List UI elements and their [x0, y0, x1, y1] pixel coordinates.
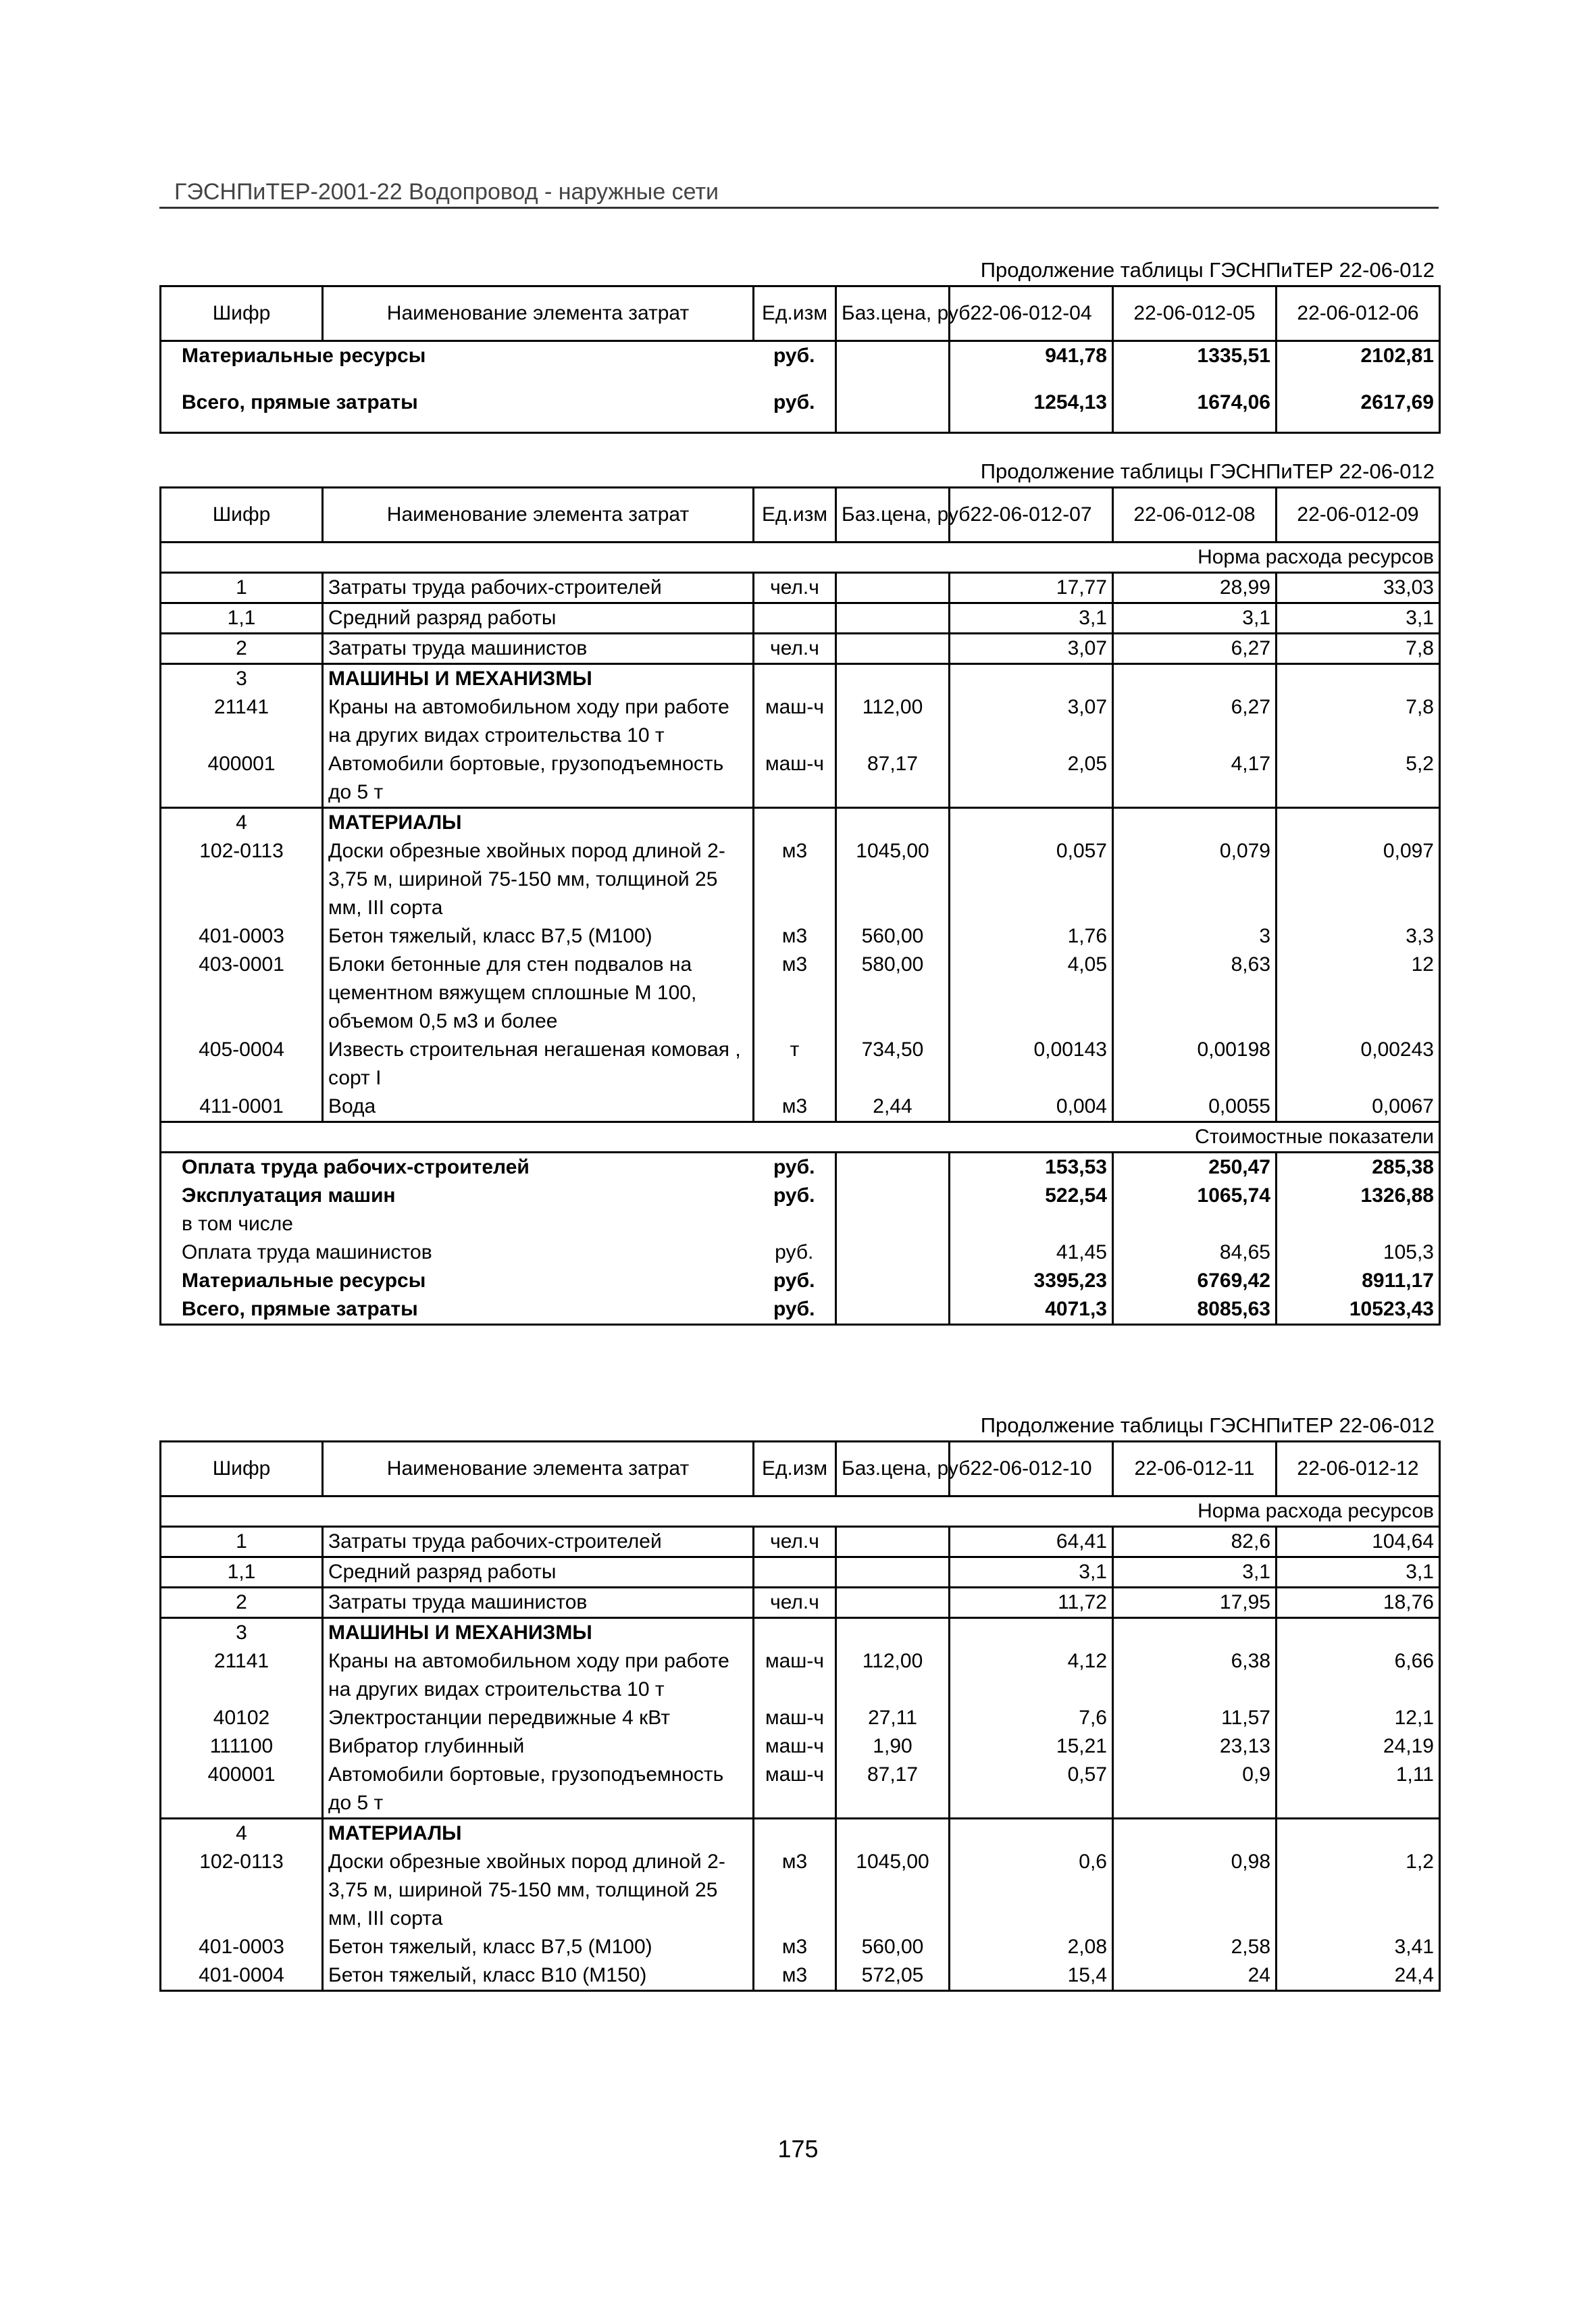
table-block-3: [159, 1411, 1439, 1992]
summary-value: 41,45: [950, 1238, 1113, 1267]
summary-base-price: [836, 1295, 950, 1325]
section-row: [161, 1496, 1440, 1527]
row-name: Доски обрезные хвойных пород длиной 2-3,75 м, шириной 75-150 мм, толщиной 25 мм, III сорта: [323, 837, 754, 922]
row-code: 401-0004: [199, 1964, 284, 1986]
row-name: Автомобили бортовые, грузоподъемность до 5 т: [323, 1761, 754, 1819]
row-name: МАТЕРИАЛЫ: [323, 808, 754, 838]
row-value: 6,27: [1113, 634, 1277, 664]
row-name: Краны на автомобильном ходу при работе на других видах строительства 10 т: [323, 693, 754, 750]
summary-unit: руб.: [754, 1182, 836, 1210]
table-row: [161, 1933, 1440, 1961]
header-base-price: Баз.цена, руб.: [836, 1442, 950, 1496]
row-unit: чел.ч: [754, 1527, 836, 1557]
row-value: 4,05: [950, 951, 1113, 1036]
row-value: 0,057: [950, 837, 1113, 922]
table-row: [161, 573, 1440, 603]
page-number: 175: [777, 2135, 819, 2163]
summary-unit: руб.: [754, 1267, 836, 1295]
summary-row: [161, 1210, 1440, 1238]
row-base-price: 1,90: [836, 1732, 950, 1761]
row-name: МАШИНЫ И МЕХАНИЗМЫ: [323, 1618, 754, 1648]
row-value: 12: [1277, 951, 1440, 1036]
row-value: 0,57: [950, 1761, 1113, 1819]
row-name: Бетон тяжелый, класс В7,5 (М100): [323, 1933, 754, 1961]
summary-value: [950, 1210, 1113, 1238]
summary-base-price: [836, 1182, 950, 1210]
row-unit: [754, 1557, 836, 1588]
summary-row: [161, 1295, 1440, 1325]
table-row: [161, 1848, 1440, 1933]
section-row: [161, 1122, 1440, 1153]
header-col-22-06-012-06: 22-06-012-06: [1277, 286, 1440, 341]
summary-value: 2617,69: [1277, 388, 1440, 433]
table-caption: Продолжение таблицы ГЭСНПиТЕР 22-06-012: [980, 1413, 1435, 1437]
row-value: 4,12: [950, 1647, 1113, 1704]
row-value: 5,2: [1277, 750, 1440, 808]
row-unit: м3: [754, 1961, 836, 1991]
summary-value: 1065,74: [1113, 1182, 1277, 1210]
row-unit: м3: [754, 1092, 836, 1122]
header-row: [161, 1442, 1440, 1496]
header-unit: Ед.изм: [754, 1442, 836, 1496]
header-row: [161, 488, 1440, 543]
row-value: 28,99: [1113, 573, 1277, 603]
summary-base-price: [836, 1267, 950, 1295]
row-value: [1277, 1618, 1440, 1648]
summary-value: 153,53: [950, 1153, 1113, 1182]
row-name: МАШИНЫ И МЕХАНИЗМЫ: [323, 664, 754, 694]
table-row: [161, 1819, 1440, 1848]
row-value: 1,11: [1277, 1761, 1440, 1819]
table-row: [161, 693, 1440, 750]
row-value: 7,6: [950, 1704, 1113, 1732]
row-base-price: [836, 1618, 950, 1648]
table-row: [161, 922, 1440, 951]
summary-unit: руб.: [754, 388, 836, 433]
summary-value: 8085,63: [1113, 1295, 1277, 1325]
row-unit: [754, 664, 836, 694]
row-unit: чел.ч: [754, 634, 836, 664]
row-value: 8,63: [1113, 951, 1277, 1036]
row-code: 1,1: [161, 603, 323, 634]
row-code: 2: [161, 1588, 323, 1618]
row-value: 24: [1113, 1961, 1277, 1991]
row-value: 3,07: [950, 634, 1113, 664]
row-unit: маш-ч: [754, 1732, 836, 1761]
row-value: 7,8: [1277, 634, 1440, 664]
row-code: 102-0113: [199, 1851, 284, 1873]
summary-row: [161, 341, 1440, 388]
row-code: 3: [161, 664, 323, 694]
row-value: [950, 1618, 1113, 1648]
row-value: 0,9: [1113, 1761, 1277, 1819]
table-row: [161, 1557, 1440, 1588]
resource-table: [159, 285, 1441, 434]
header-col-22-06-012-07: 22-06-012-07: [950, 488, 1113, 543]
row-unit: м3: [754, 922, 836, 951]
row-value: 0,004: [950, 1092, 1113, 1122]
header-base-price: Баз.цена, руб.: [836, 286, 950, 341]
summary-label: Материальные ресурсы: [161, 1267, 754, 1295]
row-name: Бетон тяжелый, класс В7,5 (М100): [323, 922, 754, 951]
row-value: [950, 1819, 1113, 1848]
row-value: 3,1: [1277, 1557, 1440, 1588]
row-base-price: 572,05: [836, 1961, 950, 1991]
row-base-price: [836, 1527, 950, 1557]
row-name: Бетон тяжелый, класс В10 (М150): [323, 1961, 754, 1991]
row-base-price: 1045,00: [836, 837, 950, 922]
row-base-price: 112,00: [836, 1647, 950, 1704]
header-code: Шифр: [161, 286, 323, 341]
row-name: Автомобили бортовые, грузоподъемность до 5 т: [323, 750, 754, 808]
row-value: 0,00198: [1113, 1036, 1277, 1092]
row-value: 17,77: [950, 573, 1113, 603]
header-col-22-06-012-05: 22-06-012-05: [1113, 286, 1277, 341]
row-value: 104,64: [1277, 1527, 1440, 1557]
summary-row: [161, 1267, 1440, 1295]
table-row: [161, 1036, 1440, 1092]
row-value: [1113, 808, 1277, 838]
row-unit: м3: [754, 1848, 836, 1933]
row-value: 15,4: [950, 1961, 1113, 1991]
summary-row: [161, 1182, 1440, 1210]
row-value: 0,98: [1113, 1848, 1277, 1933]
summary-unit: [754, 1210, 836, 1238]
row-value: 3,1: [1113, 603, 1277, 634]
row-base-price: [836, 573, 950, 603]
row-base-price: [836, 603, 950, 634]
header-name: Наименование элемента затрат: [323, 286, 754, 341]
summary-value: 8911,17: [1277, 1267, 1440, 1295]
row-unit: маш-ч: [754, 750, 836, 808]
row-code: 2: [161, 634, 323, 664]
summary-unit: руб.: [754, 341, 836, 388]
table-row: [161, 1647, 1440, 1704]
row-value: 2,08: [950, 1933, 1113, 1961]
row-value: 11,57: [1113, 1704, 1277, 1732]
row-base-price: 734,50: [836, 1036, 950, 1092]
row-value: [1113, 1819, 1277, 1848]
row-name: Известь строительная негашеная комовая , сорт I: [323, 1036, 754, 1092]
summary-label: в том числе: [161, 1210, 754, 1238]
row-unit: [754, 603, 836, 634]
row-value: 3,1: [950, 603, 1113, 634]
header-rule: [159, 207, 1439, 209]
row-code: 4: [161, 808, 323, 838]
row-value: 0,00143: [950, 1036, 1113, 1092]
row-value: 3,1: [1113, 1557, 1277, 1588]
row-name: Затраты труда машинистов: [323, 634, 754, 664]
row-name: Вода: [323, 1092, 754, 1122]
row-code: 1,1: [161, 1557, 323, 1588]
table-row: [161, 837, 1440, 922]
table-row: [161, 951, 1440, 1036]
summary-row: [161, 388, 1440, 433]
row-base-price: [836, 1557, 950, 1588]
summary-label: Всего, прямые затраты: [161, 1295, 754, 1325]
row-value: [950, 664, 1113, 694]
row-code: 401-0003: [199, 1936, 284, 1958]
row-code: 400001: [207, 1763, 276, 1786]
row-base-price: 87,17: [836, 750, 950, 808]
row-value: 3,07: [950, 693, 1113, 750]
row-unit: м3: [754, 1933, 836, 1961]
header-col-22-06-012-08: 22-06-012-08: [1113, 488, 1277, 543]
row-value: 15,21: [950, 1732, 1113, 1761]
resource-table: [159, 1440, 1441, 1992]
row-value: 3,41: [1277, 1933, 1440, 1961]
row-code: 401-0003: [199, 925, 284, 947]
summary-value: 4071,3: [950, 1295, 1113, 1325]
table-row: [161, 664, 1440, 694]
row-value: 3,1: [1277, 603, 1440, 634]
summary-base-price: [836, 341, 950, 388]
summary-row: [161, 1153, 1440, 1182]
header-name: Наименование элемента затрат: [323, 1442, 754, 1496]
summary-value: [1277, 1210, 1440, 1238]
header-col-22-06-012-04: 22-06-012-04: [950, 286, 1113, 341]
row-code: 40102: [213, 1707, 270, 1729]
table-row: [161, 750, 1440, 808]
row-value: [1277, 808, 1440, 838]
header-col-22-06-012-10: 22-06-012-10: [950, 1442, 1113, 1496]
header-col-22-06-012-12: 22-06-012-12: [1277, 1442, 1440, 1496]
row-name: МАТЕРИАЛЫ: [323, 1819, 754, 1848]
row-name: Средний разряд работы: [323, 1557, 754, 1588]
row-name: Краны на автомобильном ходу при работе на других видах строительства 10 т: [323, 1647, 754, 1704]
table-row: [161, 1527, 1440, 1557]
summary-label: Материальные ресурсы: [161, 341, 754, 388]
row-base-price: 27,11: [836, 1704, 950, 1732]
row-unit: [754, 1618, 836, 1648]
row-code: 1: [161, 1527, 323, 1557]
table-block-2: [159, 457, 1439, 1326]
row-base-price: 580,00: [836, 951, 950, 1036]
row-name: Электростанции передвижные 4 кВт: [323, 1704, 754, 1732]
row-base-price: 1045,00: [836, 1848, 950, 1933]
header-base-price: Баз.цена, руб.: [836, 488, 950, 543]
header-name: Наименование элемента затрат: [323, 488, 754, 543]
row-unit: [754, 808, 836, 838]
table-row: [161, 1588, 1440, 1618]
row-base-price: 560,00: [836, 922, 950, 951]
table-row: [161, 1092, 1440, 1122]
row-unit: т: [754, 1036, 836, 1092]
table-caption: Продолжение таблицы ГЭСНПиТЕР 22-06-012: [980, 459, 1435, 483]
row-code: 4: [161, 1819, 323, 1848]
row-name: Блоки бетонные для стен подвалов на цементном вяжущем сплошные М 100, объемом 0,5 м3 и более: [323, 951, 754, 1036]
header-unit: Ед.изм: [754, 286, 836, 341]
row-base-price: [836, 634, 950, 664]
summary-unit: руб.: [754, 1295, 836, 1325]
row-value: [1113, 664, 1277, 694]
summary-value: 941,78: [950, 341, 1113, 388]
row-unit: маш-ч: [754, 1647, 836, 1704]
row-value: 6,27: [1113, 693, 1277, 750]
row-value: [1277, 664, 1440, 694]
row-unit: чел.ч: [754, 1588, 836, 1618]
section-cost-label: Стоимостные показатели: [161, 1122, 1440, 1153]
row-code: 403-0001: [199, 953, 284, 976]
row-unit: м3: [754, 837, 836, 922]
row-code: 405-0004: [199, 1038, 284, 1061]
summary-value: [1113, 1210, 1277, 1238]
summary-value: 250,47: [1113, 1153, 1277, 1182]
row-base-price: 112,00: [836, 693, 950, 750]
row-value: [950, 808, 1113, 838]
summary-value: 285,38: [1277, 1153, 1440, 1182]
row-name: Затраты труда рабочих-строителей: [323, 573, 754, 603]
row-value: 0,0055: [1113, 1092, 1277, 1122]
table-row: [161, 634, 1440, 664]
row-value: 0,097: [1277, 837, 1440, 922]
header-col-22-06-012-09: 22-06-012-09: [1277, 488, 1440, 543]
header-code: Шифр: [161, 1442, 323, 1496]
row-code: 111100: [209, 1735, 274, 1757]
row-unit: чел.ч: [754, 573, 836, 603]
summary-value: 1326,88: [1277, 1182, 1440, 1210]
summary-value: 10523,43: [1277, 1295, 1440, 1325]
summary-value: 1674,06: [1113, 388, 1277, 433]
row-value: 3: [1113, 922, 1277, 951]
row-value: [1277, 1819, 1440, 1848]
summary-label: Оплата труда машинистов: [161, 1238, 754, 1267]
table-block-1: [159, 255, 1439, 434]
summary-unit: руб.: [754, 1238, 836, 1267]
table-row: [161, 1704, 1440, 1732]
row-value: 17,95: [1113, 1588, 1277, 1618]
row-name: Затраты труда машинистов: [323, 1588, 754, 1618]
summary-value: 84,65: [1113, 1238, 1277, 1267]
table-row: [161, 1761, 1440, 1819]
row-value: 2,58: [1113, 1933, 1277, 1961]
row-value: 0,079: [1113, 837, 1277, 922]
row-code: 411-0001: [199, 1095, 284, 1117]
header-code: Шифр: [161, 488, 323, 543]
row-unit: маш-ч: [754, 1704, 836, 1732]
row-code: 3: [161, 1618, 323, 1648]
row-value: 3,3: [1277, 922, 1440, 951]
header-col-22-06-012-11: 22-06-012-11: [1113, 1442, 1277, 1496]
table-caption: Продолжение таблицы ГЭСНПиТЕР 22-06-012: [980, 258, 1435, 282]
row-value: 7,8: [1277, 693, 1440, 750]
row-code: 400001: [207, 753, 276, 775]
row-value: 64,41: [950, 1527, 1113, 1557]
row-name: Доски обрезные хвойных пород длиной 2-3,75 м, шириной 75-150 мм, толщиной 25 мм, III сорта: [323, 1848, 754, 1933]
summary-value: 1254,13: [950, 388, 1113, 433]
summary-value: 105,3: [1277, 1238, 1440, 1267]
row-unit: маш-ч: [754, 693, 836, 750]
row-value: 0,6: [950, 1848, 1113, 1933]
table-row: [161, 603, 1440, 634]
summary-value: 6769,42: [1113, 1267, 1277, 1295]
row-base-price: [836, 808, 950, 838]
header-row: [161, 286, 1440, 341]
row-name: Затраты труда рабочих-строителей: [323, 1527, 754, 1557]
row-value: 3,1: [950, 1557, 1113, 1588]
row-value: [1113, 1618, 1277, 1648]
row-value: 33,03: [1277, 573, 1440, 603]
summary-unit: руб.: [754, 1153, 836, 1182]
row-base-price: 87,17: [836, 1761, 950, 1819]
row-unit: маш-ч: [754, 1761, 836, 1819]
resource-table: [159, 486, 1441, 1326]
summary-base-price: [836, 1210, 950, 1238]
row-value: 11,72: [950, 1588, 1113, 1618]
summary-label: Всего, прямые затраты: [161, 388, 754, 433]
row-value: 1,76: [950, 922, 1113, 951]
summary-value: 522,54: [950, 1182, 1113, 1210]
section-norm-label: Норма расхода ресурсов: [161, 543, 1440, 573]
row-value: 23,13: [1113, 1732, 1277, 1761]
row-name: Средний разряд работы: [323, 603, 754, 634]
section-row: [161, 543, 1440, 573]
summary-base-price: [836, 1238, 950, 1267]
row-value: 0,00243: [1277, 1036, 1440, 1092]
summary-base-price: [836, 388, 950, 433]
running-head: ГЭСНПиТЕР-2001-22 Водопровод - наружные сети: [174, 179, 719, 205]
row-value: 0,0067: [1277, 1092, 1440, 1122]
table-row: [161, 1961, 1440, 1991]
summary-value: 2102,81: [1277, 341, 1440, 388]
row-base-price: 2,44: [836, 1092, 950, 1122]
row-name: Вибратор глубинный: [323, 1732, 754, 1761]
row-base-price: [836, 1588, 950, 1618]
row-value: 24,19: [1277, 1732, 1440, 1761]
table-row: [161, 1732, 1440, 1761]
row-code: 102-0113: [199, 840, 284, 862]
row-value: 12,1: [1277, 1704, 1440, 1732]
row-value: 2,05: [950, 750, 1113, 808]
row-base-price: 560,00: [836, 1933, 950, 1961]
summary-value: 3395,23: [950, 1267, 1113, 1295]
row-unit: м3: [754, 951, 836, 1036]
row-code: 21141: [213, 696, 269, 718]
row-code: 1: [161, 573, 323, 603]
row-value: 6,38: [1113, 1647, 1277, 1704]
section-norm-label: Норма расхода ресурсов: [161, 1496, 1440, 1527]
row-value: 82,6: [1113, 1527, 1277, 1557]
row-value: 6,66: [1277, 1647, 1440, 1704]
header-unit: Ед.изм: [754, 488, 836, 543]
row-code: 21141: [213, 1650, 269, 1672]
row-unit: [754, 1819, 836, 1848]
row-value: 18,76: [1277, 1588, 1440, 1618]
summary-label: Эксплуатация машин: [161, 1182, 754, 1210]
table-row: [161, 1618, 1440, 1648]
summary-row: [161, 1238, 1440, 1267]
row-base-price: [836, 1819, 950, 1848]
summary-base-price: [836, 1153, 950, 1182]
row-base-price: [836, 664, 950, 694]
row-value: 24,4: [1277, 1961, 1440, 1991]
table-row: [161, 808, 1440, 838]
row-value: 4,17: [1113, 750, 1277, 808]
row-value: 1,2: [1277, 1848, 1440, 1933]
summary-value: 1335,51: [1113, 341, 1277, 388]
summary-label: Оплата труда рабочих-строителей: [161, 1153, 754, 1182]
